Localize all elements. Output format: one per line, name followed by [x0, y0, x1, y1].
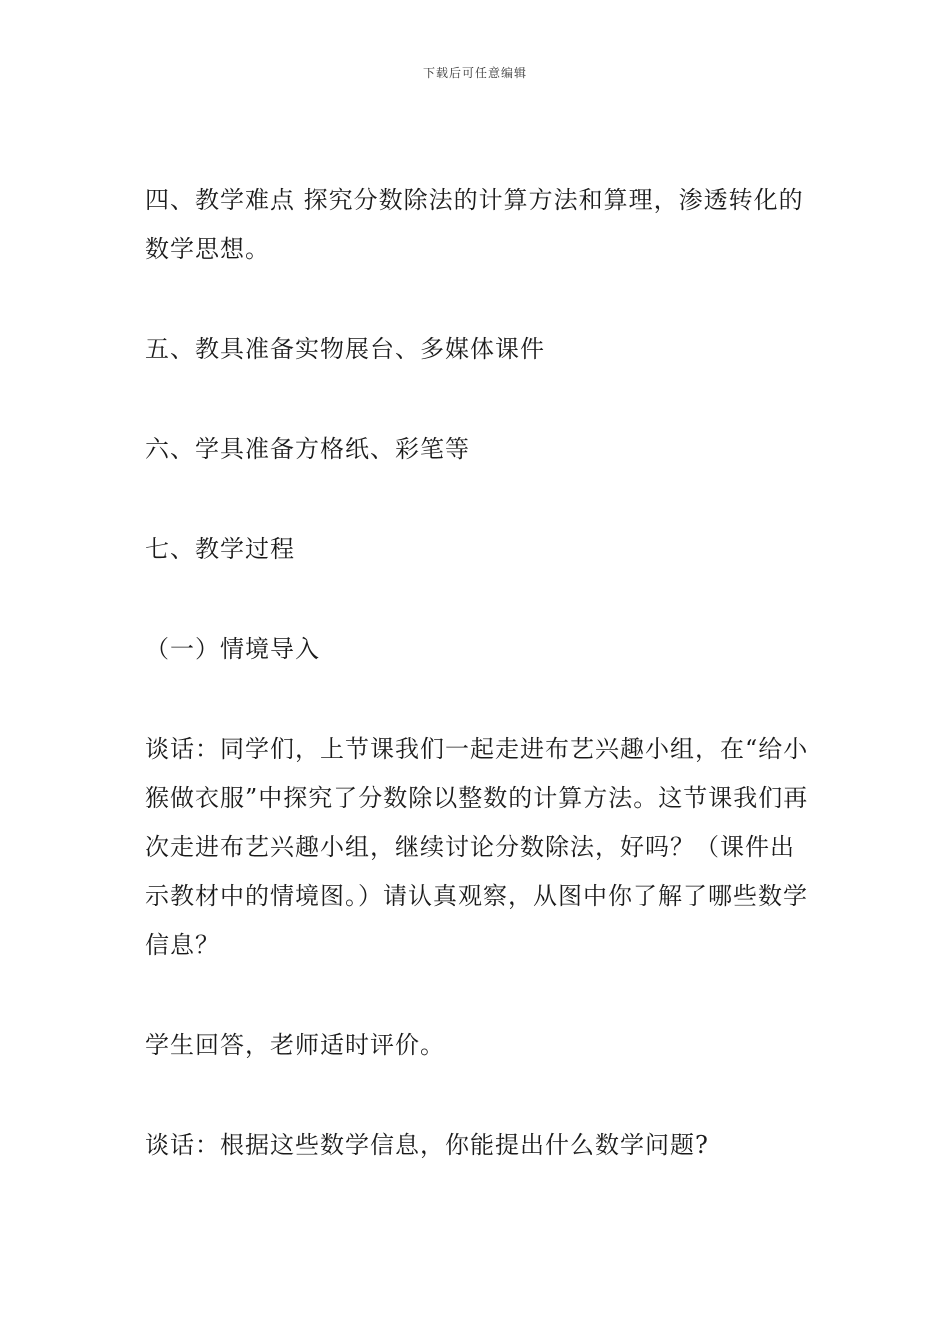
- dialogue-paragraph-2: 谈话：根据这些数学信息，你能提出什么数学问题?: [145, 1131, 709, 1159]
- situation-intro-heading: （一）情境导入: [145, 635, 320, 663]
- dialogue-paragraph-1: 谈话：同学们，上节课我们一起走进布艺兴趣小组，在“给小猴做衣服”中探究了分数除以整数的计算方法。这节课我们再次走进布艺兴趣小组，继续讨论分数除法，好吗？（课件出示教材中的情境图。）请认真观察，从图中你了解了哪些数学信息？: [145, 735, 809, 959]
- page-header-note: 下载后可任意编辑: [422, 66, 527, 80]
- teaching-process-heading: 七、教学过程: [145, 535, 295, 563]
- teaching-aids-paragraph: 五、教具准备实物展台、多媒体课件: [145, 335, 545, 363]
- student-answer-paragraph: 学生回答，老师适时评价。: [145, 1031, 445, 1059]
- learning-tools-paragraph: 六、学具准备方格纸、彩笔等: [145, 435, 470, 463]
- document-body: [145, 176, 810, 1221]
- teaching-difficulty-paragraph: 四、教学难点 探究分数除法的计算方法和算理，渗透转化的数学思想。: [145, 186, 804, 263]
